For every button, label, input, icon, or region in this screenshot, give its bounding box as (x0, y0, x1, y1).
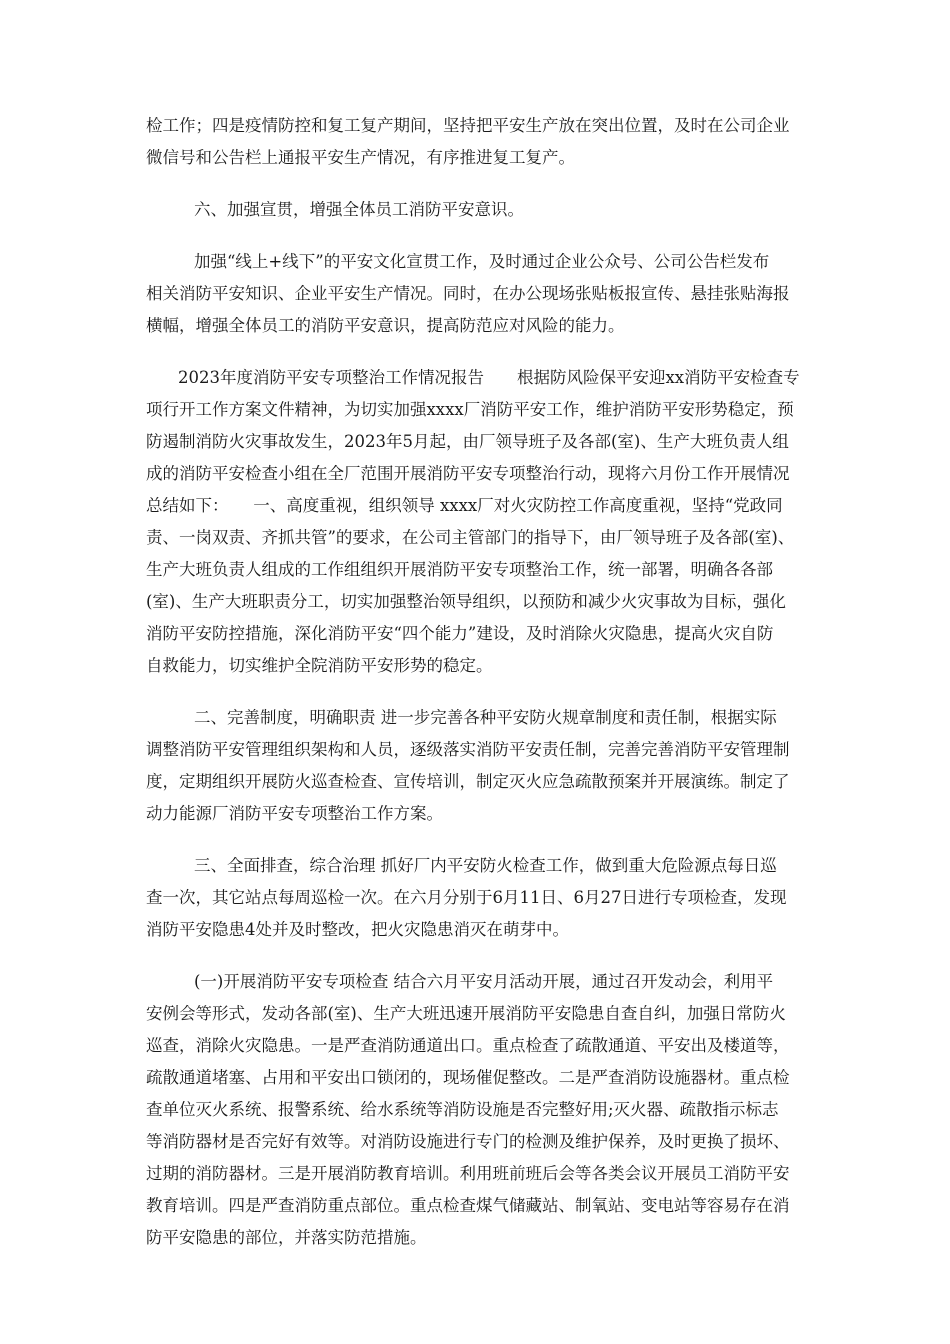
text-line: 横幅，增强全体员工的消防平安意识，提高防范应对风险的能力。 (146, 316, 625, 335)
text-line: 二、完善制度，明确职责 进一步完善各种平安防火规章制度和责任制，根据实际 (194, 708, 777, 727)
text-line: 巡查，消除火灾隐患。一是严查消防通道出口。重点检查了疏散通道、平安出及楼道等， (146, 1036, 790, 1055)
text-line: 加强“线上+线下”的平安文化宣贯工作，及时通过企业公众号、公司公告栏发布 (194, 252, 770, 271)
text-line: 防平安隐患的部位，并落实防范措施。 (146, 1228, 427, 1247)
text-line: 消防平安防控措施，深化消防平安“四个能力”建设，及时消除火灾隐患，提高火灾自防 (146, 624, 774, 643)
text-line: 自救能力，切实维护全院消防平安形势的稳定。 (146, 656, 493, 675)
text-line: 项行开工作方案文件精神，为切实加强xxxx厂消防平安工作，维护消防平安形势稳定，预 (146, 400, 794, 419)
document-page (146, 110, 816, 1254)
text-line: 查单位灭火系统、报警系统、给水系统等消防设施是否完整好用;灭火器、疏散指示标志 (146, 1100, 779, 1119)
paragraph-report-intro (146, 362, 816, 682)
text-line: 防遏制消防火灾事故发生，2023年5月起，由厂领导班子及各部(室)、生产大班负责人组 (146, 432, 789, 451)
text-line: 动力能源厂消防平安专项整治工作方案。 (146, 804, 443, 823)
text-line: 六、加强宣贯，增强全体员工消防平安意识。 (194, 200, 524, 219)
text-line: 安例会等形式，发动各部(室)、生产大班迅速开展消防平安隐患自查自纠，加强日常防火 (146, 1004, 786, 1023)
text-line: 查一次，其它站点每周巡检一次。在六月分别于6月11日、6月27日进行专项检查，发现 (146, 888, 787, 907)
text-line: 2023年度消防平安专项整治工作情况报告 根据防风险保平安迎xx消防平安检查专 (178, 368, 800, 387)
text-line: 过期的消防器材。三是开展消防教育培训。利用班前班后会等各类会议开展员工消防平安 (146, 1164, 790, 1183)
paragraph-quarantine-safety (146, 110, 816, 174)
text-line: 微信号和公告栏上通报平安生产情况，有序推进复工复产。 (146, 148, 575, 167)
paragraph-system-improvement (146, 702, 816, 830)
text-line: (一)开展消防平安专项检查 结合六月平安月活动开展，通过召开发动会，利用平 (194, 972, 774, 991)
paragraph-special-check (146, 966, 816, 1254)
text-line: 生产大班负责人组成的工作组组织开展消防平安专项整治工作，统一部署，明确各各部 (146, 560, 773, 579)
text-line: 等消防器材是否完好有效等。对消防设施进行专门的检测及维护保养，及时更换了损坏、 (146, 1132, 790, 1151)
text-line: 总结如下： 一、高度重视，组织领导 xxxx厂对火灾防控工作高度重视，坚持“党政同 (146, 496, 783, 515)
text-line: 消防平安隐患4处并及时整改，把火灾隐患消灭在萌芽中。 (146, 920, 569, 939)
paragraph-inspection (146, 850, 816, 946)
text-line: 疏散通道堵塞、占用和平安出口锁闭的，现场催促整改。二是严查消防设施器材。重点检 (146, 1068, 790, 1087)
text-line: 检工作；四是疫情防控和复工复产期间，坚持把平安生产放在突出位置，及时在公司企业 (146, 116, 790, 135)
text-line: 三、全面排查，综合治理 抓好厂内平安防火检查工作，做到重大危险源点每日巡 (194, 856, 777, 875)
text-line: 相关消防平安知识、企业平安生产情况。同时，在办公现场张贴板报宣传、悬挂张贴海报 (146, 284, 790, 303)
text-line: 调整消防平安管理组织架构和人员，逐级落实消防平安责任制，完善完善消防平安管理制 (146, 740, 790, 759)
text-line: 度，定期组织开展防火巡查检查、宣传培训，制定灭火应急疏散预案并开展演练。制定了 (146, 772, 790, 791)
text-line: 成的消防平安检查小组在全厂范围开展消防平安专项整治行动，现将六月份工作开展情况 (146, 464, 790, 483)
text-line: 教育培训。四是严查消防重点部位。重点检查煤气储藏站、制氧站、变电站等容易存在消 (146, 1196, 790, 1215)
text-line: 责、一岗双责、齐抓共管”的要求，在公司主管部门的指导下，由厂领导班子及各部(室)、 (146, 528, 795, 547)
text-line: (室)、生产大班职责分工，切实加强整治领导组织，以预防和减少火灾事故为目标，强化 (146, 592, 786, 611)
section-heading-six (146, 194, 816, 226)
paragraph-publicity (146, 246, 816, 342)
